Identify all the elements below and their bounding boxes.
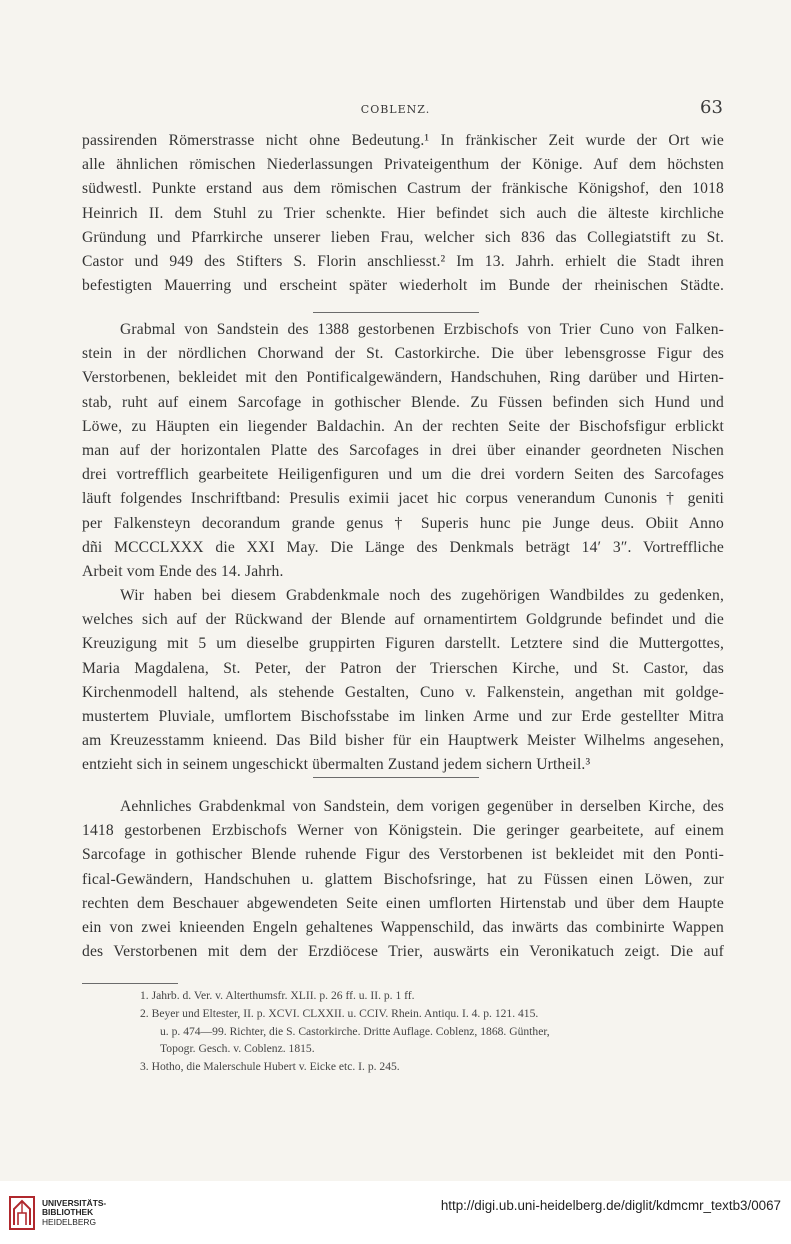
text-line: Löwe, zu Häupten ein liegender Baldachin. An der rechten Seite der Bischofsfigur erblickt — [82, 417, 724, 435]
text-line: passirenden Römerstrasse nicht ohne Bedeutung.¹ In fränkischer Zeit wurde der Ort wie — [82, 132, 724, 149]
running-header: COBLENZ. — [360, 103, 431, 116]
footnote-1: 1. Jahrb. d. Ver. v. Alterthumsfr. XLII. p. 26 ff. u. II. p. 1 ff. — [140, 989, 415, 1002]
text-line: welches sich auf der Rückwand der Blende auf ornamentirtem Goldgrunde befindet und die — [82, 611, 724, 629]
footnotes — [140, 987, 725, 1076]
text-line: mustertem Pluviale, umflortem Bischofsstabe im linken Arme und zur Erde gestellter Mitra — [82, 708, 724, 726]
text-line: rechten dem Beschauer abgewendeten Seite einen umflorten Hirtenstab und über dem Haupte — [82, 894, 724, 912]
text-line: Verstorbenen, bekleidet mit den Pontificalgewändern, Handschuhen, Ring darüber und Hirten- — [82, 369, 724, 387]
text-line: Aehnliches Grabdenkmal von Sandstein, dem vorigen gegenüber in derselben Kirche, des — [120, 798, 724, 815]
text-line: Sarcofage in gothischer Blende ruhende Figur des Verstorbenen ist bekleidet mit den Ponti- — [82, 846, 724, 864]
library-name-line: BIBLIOTHEK — [42, 1207, 94, 1218]
paragraph-2 — [82, 318, 724, 584]
text-line: alle ähnlichen römischen Niederlassungen Privateigenthum der Könige. Auf dem höchsten — [82, 156, 724, 174]
text-line: Kreuzigung mit 5 um dieselbe gruppirten Figuren darstellt. Letztere sind die Muttergottes, — [82, 635, 724, 653]
text-line: drei vortrefflich gearbeitete Heiligenfiguren und um die drei vordern Seiten des Sarcofages — [82, 466, 724, 484]
footnote-2-continued: u. p. 474—99. Richter, die S. Castorkirche. Dritte Auflage. Coblenz, 1868. Günther, — [160, 1024, 550, 1038]
text-line: Grabmal von Sandstein des 1388 gestorbenen Erzbischofs von Trier Cuno von Falken- — [120, 321, 724, 338]
library-name-line: HEIDELBERG — [42, 1216, 96, 1227]
university-library-logo-icon — [8, 1195, 36, 1231]
library-name-line: UNIVERSITÄTS- — [42, 1198, 107, 1208]
footnote-3: 3. Hotho, die Malerschule Hubert v. Eicke etc. I. p. 245. — [140, 1060, 400, 1074]
text-line: des Verstorbenen mit dem der Erzdiöcese Trier, auswärts ein Veronikatuch zeigt. Die auf — [82, 943, 724, 961]
section-divider — [313, 777, 479, 778]
text-line: Maria Magdalena, St. Peter, der Patron der Trierschen Kirche, und St. Castor, das — [82, 659, 724, 677]
text-line: per Falkensteyn decorandum grande genus † Superis hunc pie Junge deus. Obiit Anno — [82, 514, 724, 532]
permalink-url[interactable]: http://digi.ub.uni-heidelberg.de/diglit/kdmcmr_textb3/0067 — [440, 1198, 781, 1213]
text-line: stein in der nördlichen Chorwand der St. Castorkirche. Die über lebensgrosse Figur des — [82, 345, 724, 363]
text-line: Arbeit vom Ende des 14. Jahrh. — [82, 563, 284, 581]
paragraph-4 — [82, 795, 724, 964]
text-line: läuft folgendes Inschriftband: Presulis eximii jacet hic corpus venerandum Cunonis † geniti — [82, 490, 724, 508]
paragraph-1 — [82, 129, 724, 298]
text-line: befestigten Mauerring und erscheint später wiederholt im Bunde der rheinischen Städte. — [82, 277, 724, 295]
footnote-divider — [82, 983, 178, 984]
footnote-2: 2. Beyer und Eltester, II. p. XCVI. CLXXII. u. CCIV. Rhein. Antiqu. I. 4. p. 121. 415. — [140, 1006, 539, 1020]
text-line: Kirchenmodell haltend, als stehende Gestalten, Cuno v. Falkenstein, angethan mit goldge- — [82, 683, 724, 701]
text-line: Castor und 949 des Stifters S. Florin anschliesst.² Im 13. Jahrh. erhielt die Stadt ihren — [82, 253, 724, 271]
text-line: 1418 gestorbenen Erzbischofs Werner von Königstein. Die geringer gearbeitete, auf einem — [82, 822, 724, 840]
text-line: entzieht sich in seinem ungeschickt übermalten Zustand jedem sichern Urtheil.³ — [82, 756, 591, 774]
text-line: Gründung und Pfarrkirche unserer lieben Frau, welcher sich 836 das Collegiatstift zu St. — [82, 228, 724, 246]
section-divider — [313, 312, 479, 313]
text-line: südwestl. Punkte erstand aus dem römischen Castrum der fränkische Königshof, den 1018 — [82, 180, 724, 198]
text-line: dñi MCCCLXXX die XXI May. Die Länge des Denkmals beträgt 14′ 3″. Vortreffliche — [82, 538, 724, 556]
text-line: man auf der horizontalen Platte des Sarcofages in drei über einander geordneten Nischen — [82, 442, 724, 460]
text-line: fical-Gewändern, Handschuhen u. glattem Bischofsringe, hat zu Füssen einen Löwen, zur — [82, 870, 724, 888]
text-line: Wir haben bei diesem Grabdenkmale noch des zugehörigen Wandbildes zu gedenken, — [120, 587, 724, 604]
text-line: stab, ruht auf einem Sarcofage in gothischer Blende. Zu Füssen befinden sich Hund und — [82, 393, 724, 411]
text-line: Heinrich II. dem Stuhl zu Trier schenkte. Hier befindet sich auch die älteste kirchliche — [82, 204, 724, 222]
paragraph-3 — [82, 584, 724, 778]
text-line: ein von zwei knieenden Engeln gehaltenes Wappenschild, das inwärts das combinirte Wappen — [82, 919, 724, 937]
library-name — [42, 1199, 106, 1227]
page-number: 63 — [700, 97, 723, 118]
text-line: am Kreuzesstamm knieend. Das Bild bisher für ein Hauptwerk Meister Wilhelms angesehen, — [82, 732, 724, 750]
footnote-2-continued: Topogr. Gesch. v. Coblenz. 1815. — [160, 1042, 315, 1056]
